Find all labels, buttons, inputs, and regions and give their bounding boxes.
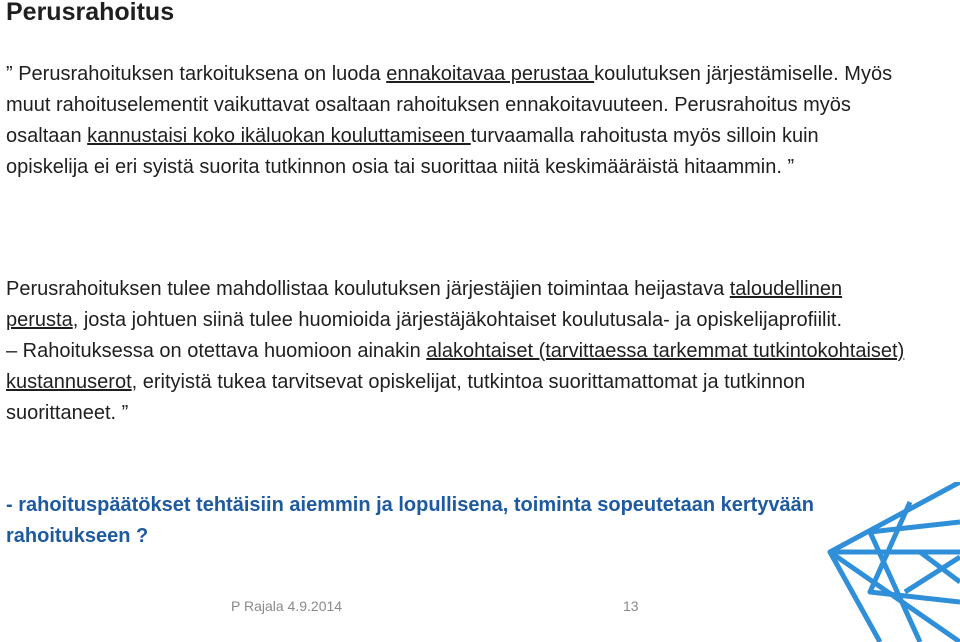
- text-run: , josta johtuen siinä tulee huomioida järjestäjäkohtaiset koulutusala- ja opiskelijaprofiilit.: [72, 309, 843, 331]
- slide-title: Perusrahoitus: [6, 0, 175, 26]
- text-run: turvaamalla rahoitusta myös silloin kuin opiskelija ei eri syistä suorita tutkinnon osia tai suorittaa niitä keskimääräistä hitaammin. ”: [6, 125, 819, 178]
- underlined-phrase: alakohtaiset (tarvittaessa tarkemmat tutkintokohtaiset) kustannuserot: [6, 340, 905, 393]
- footer-author-date: P Rajala 4.9.2014: [231, 598, 343, 614]
- text-run: , erityistä tukea tarvitsevat opiskelijat, tutkintoa suorittamattomat ja tutkinnon suorittaneet. ”: [6, 371, 806, 424]
- page-number: 13: [623, 598, 639, 614]
- text-run: koulutuksen järjestämiselle. Myös muut rahoituselementit vaikuttavat osaltaan rahoituksen ennakoitavuuteen. Perusrahoitus myös osaltaan: [6, 63, 893, 147]
- text-run: Perusrahoituksen tulee mahdollistaa koulutuksen järjestäjien toimintaa heijastava: [6, 278, 730, 300]
- geometric-star-decoration: [810, 482, 960, 642]
- underlined-phrase: taloudellinen perusta: [6, 278, 843, 331]
- paragraph-purpose: [6, 59, 906, 183]
- paragraph-proposal: - rahoituspäätökset tehtäisiin aiemmin ja lopullisena, toiminta sopeutetaan kertyvään rahoitukseen ?: [6, 494, 814, 547]
- text-run: ” Perusrahoituksen tarkoituksena on luoda: [6, 63, 387, 85]
- underlined-phrase: ennakoitavaa perustaa: [386, 63, 595, 85]
- paragraph-requirements: [6, 274, 906, 429]
- underlined-phrase: kannustaisi koko ikäluokan kouluttamiseen: [87, 125, 471, 147]
- text-run: – Rahoituksessa on otettava huomioon ainakin: [6, 340, 427, 362]
